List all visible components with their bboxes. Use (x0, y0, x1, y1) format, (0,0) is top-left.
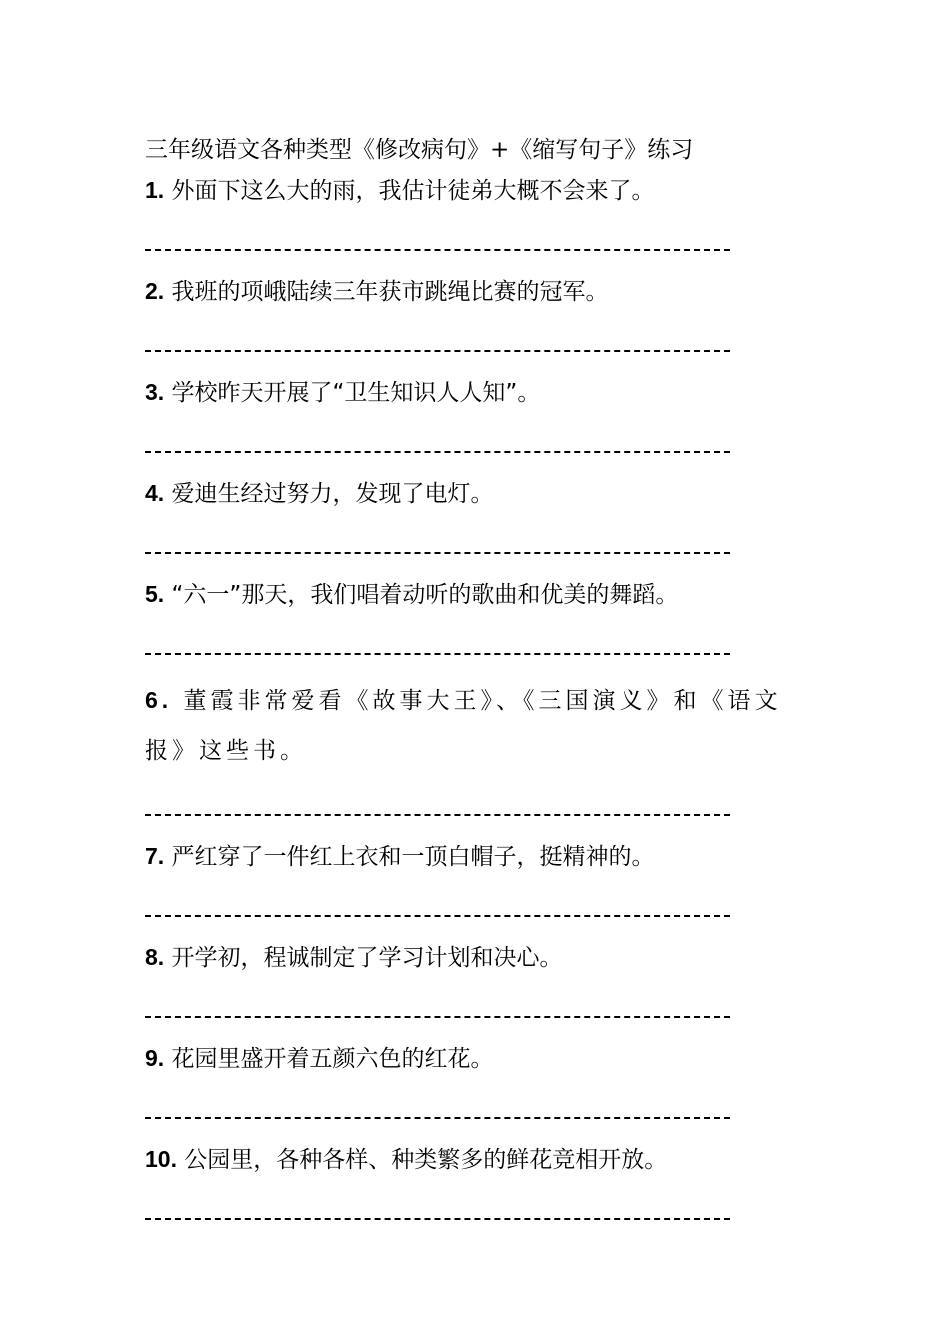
question-item (145, 271, 810, 372)
worksheet-title: 三年级语文各种类型《修改病句》+《缩写句子》练习 (145, 137, 694, 163)
answer-line[interactable] (145, 413, 810, 473)
answer-dash (145, 653, 730, 655)
question-number: 1. (145, 177, 165, 203)
question-sentence: 开学初，程诚制定了学习计划和决心。 (171, 945, 563, 971)
answer-dash (145, 451, 730, 453)
answer-dash (145, 915, 730, 917)
question-sentence: 花园里盛开着五颜六色的红花。 (171, 1046, 494, 1072)
question-item (145, 372, 810, 473)
answer-dash (145, 1117, 730, 1119)
question-text (145, 1139, 810, 1180)
question-number: 2. (145, 278, 165, 304)
answer-line[interactable] (145, 978, 810, 1038)
question-text (145, 372, 810, 413)
question-number: 10. (145, 1146, 177, 1172)
answer-dash (145, 814, 730, 816)
question-number: 7. (145, 843, 165, 869)
answer-line[interactable] (145, 776, 810, 836)
answer-line[interactable] (145, 1079, 810, 1139)
question-number: 4. (145, 480, 165, 506)
question-number: 9. (145, 1045, 165, 1071)
answer-dash (145, 552, 730, 554)
question-number: 6. (145, 687, 173, 713)
question-sentence: 学校昨天开展了“卫生知识人人知”。 (171, 380, 541, 406)
answer-line[interactable] (145, 877, 810, 937)
question-text (145, 574, 810, 615)
answer-line[interactable] (145, 514, 810, 574)
question-item (145, 1139, 810, 1240)
question-text (145, 675, 810, 776)
question-text (145, 473, 810, 514)
answer-line[interactable] (145, 615, 810, 675)
question-text (145, 271, 810, 312)
answer-dash (145, 249, 730, 251)
question-item (145, 937, 810, 1038)
question-item (145, 675, 810, 836)
worksheet-page (145, 130, 810, 1240)
question-number: 3. (145, 379, 165, 405)
question-text (145, 836, 810, 877)
question-sentence: 外面下这么大的雨，我估计徒弟大概不会来了。 (171, 178, 655, 204)
question-sentence: 爱迪生经过努力，发现了电灯。 (171, 481, 494, 507)
answer-line[interactable] (145, 1180, 810, 1240)
question-item (145, 836, 810, 937)
answer-line[interactable] (145, 312, 810, 372)
question-sentence: “六一”那天，我们唱着动听的歌曲和优美的舞蹈。 (171, 582, 679, 608)
question-item (145, 574, 810, 675)
question-number: 8. (145, 944, 165, 970)
question-text (145, 937, 810, 978)
question-number: 5. (145, 581, 165, 607)
question-item (145, 473, 810, 574)
question-item (145, 1038, 810, 1139)
answer-dash (145, 1218, 730, 1220)
answer-dash (145, 1016, 730, 1018)
answer-dash (145, 350, 730, 352)
question-sentence: 董霞非常爱看《故事大王》、《三国演义》和《语文报》这些书。 (145, 688, 782, 764)
answer-line[interactable] (145, 211, 810, 271)
question-item (145, 170, 810, 271)
question-sentence: 严红穿了一件红上衣和一顶白帽子，挺精神的。 (171, 844, 655, 870)
question-text (145, 170, 810, 211)
question-text (145, 1038, 810, 1079)
question-sentence: 我班的项峨陆续三年获市跳绳比赛的冠军。 (171, 279, 609, 305)
question-sentence: 公园里，各种各样、种类繁多的鲜花竞相开放。 (184, 1147, 668, 1173)
